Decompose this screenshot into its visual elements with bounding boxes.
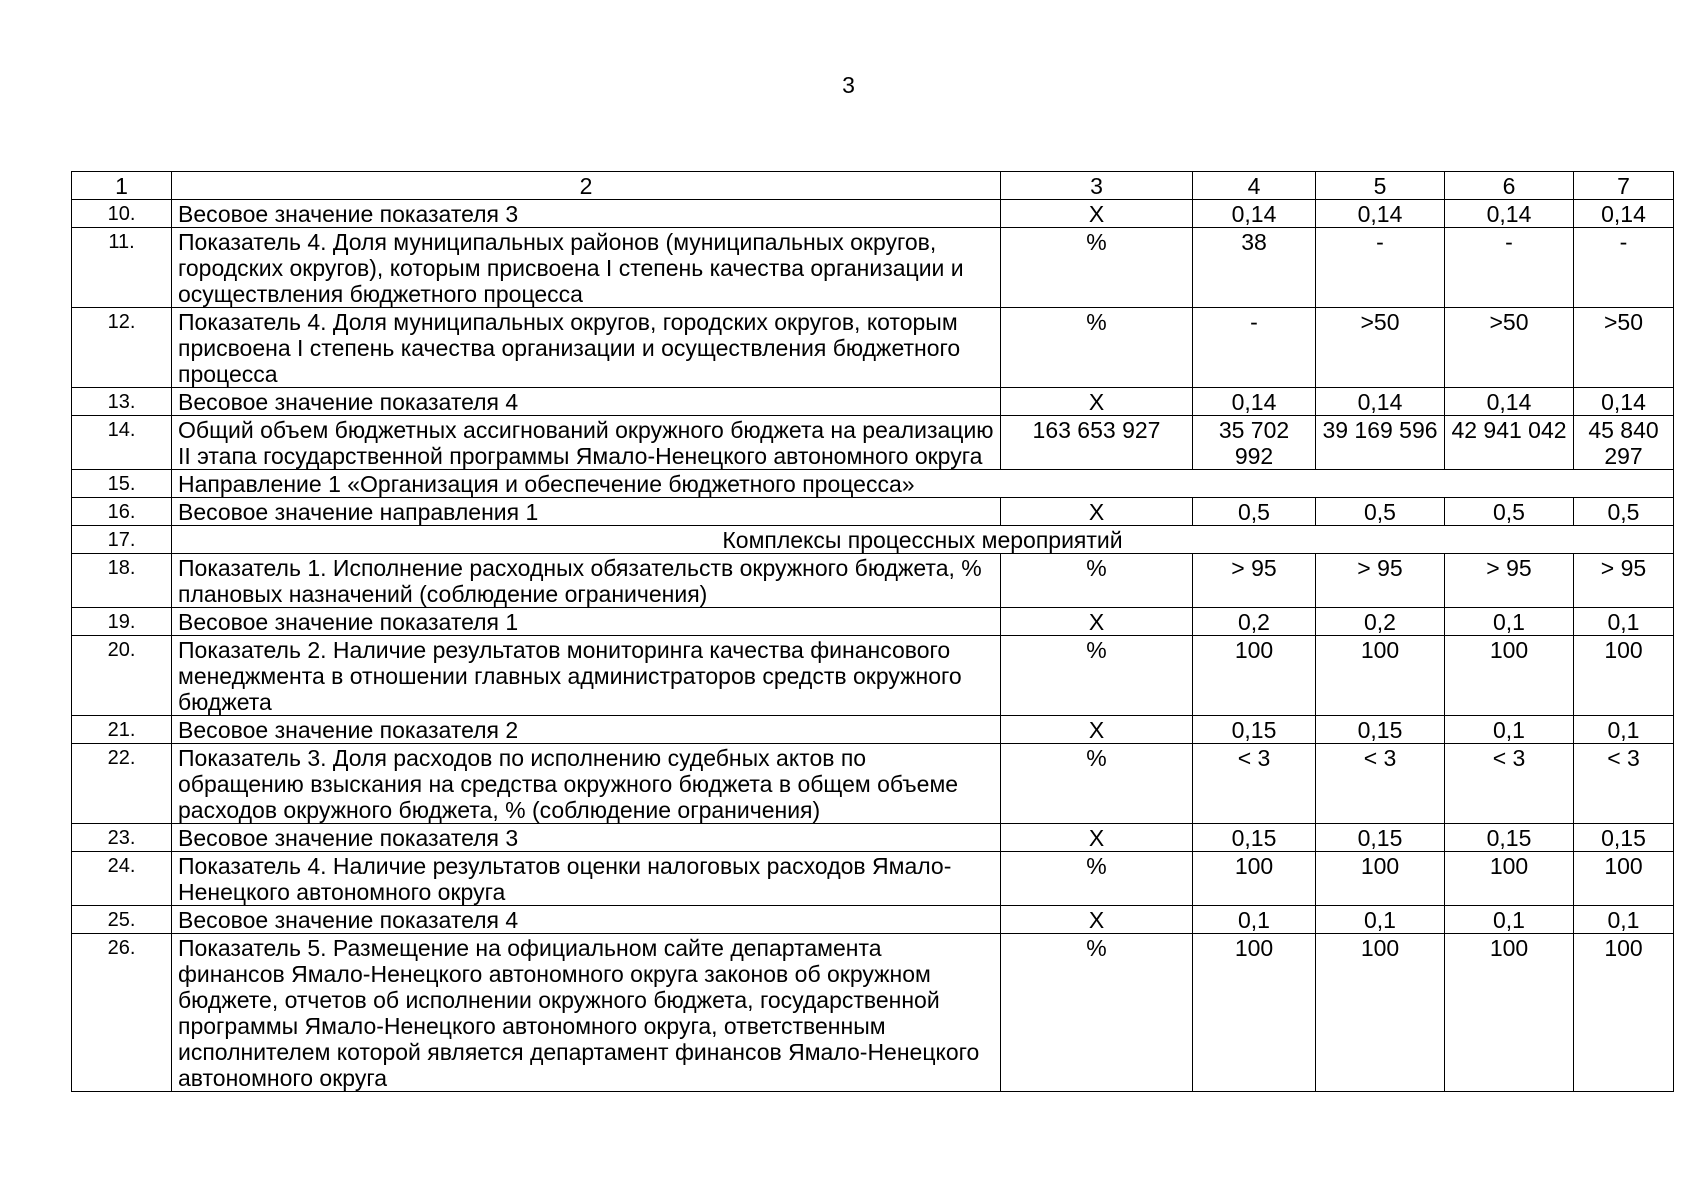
value-cell-5: < 3: [1316, 744, 1445, 824]
value-cell-4: 0,5: [1193, 498, 1316, 526]
unit-cell: X: [1001, 716, 1193, 744]
table-row: [72, 744, 1674, 824]
unit-cell: %: [1001, 852, 1193, 906]
column-header: 1: [72, 172, 172, 200]
value-cell-5: 100: [1316, 852, 1445, 906]
value-cell-4: 100: [1193, 636, 1316, 716]
value-cell-7: 0,1: [1574, 716, 1674, 744]
column-header: 4: [1193, 172, 1316, 200]
value-cell-5: 0,1: [1316, 906, 1445, 934]
value-cell-4: 35 702 992: [1193, 416, 1316, 470]
value-cell-6: 0,15: [1445, 824, 1574, 852]
indicator-name: Весовое значение показателя 1: [172, 608, 1001, 636]
table-row: [72, 636, 1674, 716]
value-cell-7: < 3: [1574, 744, 1674, 824]
table-row: [72, 228, 1674, 308]
row-number: 17.: [72, 526, 172, 554]
value-cell-7: 100: [1574, 934, 1674, 1092]
value-cell-4: 0,14: [1193, 200, 1316, 228]
row-number: 22.: [72, 744, 172, 824]
value-cell-7: 0,14: [1574, 200, 1674, 228]
table-body: [72, 172, 1674, 1092]
unit-cell: X: [1001, 388, 1193, 416]
unit-cell: %: [1001, 228, 1193, 308]
indicator-name: Весовое значение показателя 4: [172, 906, 1001, 934]
value-cell-4: 0,2: [1193, 608, 1316, 636]
value-cell-6: < 3: [1445, 744, 1574, 824]
column-header: 5: [1316, 172, 1445, 200]
unit-cell: %: [1001, 308, 1193, 388]
row-number: 14.: [72, 416, 172, 470]
value-cell-4: 0,15: [1193, 824, 1316, 852]
value-cell-7: 0,1: [1574, 608, 1674, 636]
value-cell-5: 0,14: [1316, 200, 1445, 228]
unit-cell: X: [1001, 608, 1193, 636]
value-cell-7: 100: [1574, 636, 1674, 716]
value-cell-6: 0,1: [1445, 906, 1574, 934]
value-cell-7: 0,15: [1574, 824, 1674, 852]
unit-cell: %: [1001, 636, 1193, 716]
table-row: [72, 200, 1674, 228]
value-cell-7: 45 840 297: [1574, 416, 1674, 470]
value-cell-7: 0,1: [1574, 906, 1674, 934]
value-cell-7: >50: [1574, 308, 1674, 388]
row-number: 13.: [72, 388, 172, 416]
value-cell-5: 0,14: [1316, 388, 1445, 416]
column-header: 3: [1001, 172, 1193, 200]
table-row: [72, 526, 1674, 554]
indicator-name: Показатель 1. Исполнение расходных обязательств окружного бюджета, % плановых назначений (соблюдение ограничения): [172, 554, 1001, 608]
value-cell-7: 0,5: [1574, 498, 1674, 526]
value-cell-6: 42 941 042: [1445, 416, 1574, 470]
row-number: 10.: [72, 200, 172, 228]
unit-cell: X: [1001, 200, 1193, 228]
unit-cell: X: [1001, 824, 1193, 852]
unit-cell: %: [1001, 744, 1193, 824]
unit-cell: %: [1001, 554, 1193, 608]
value-cell-5: 0,2: [1316, 608, 1445, 636]
value-cell-4: 0,14: [1193, 388, 1316, 416]
table-row: [72, 824, 1674, 852]
value-cell-4: 100: [1193, 934, 1316, 1092]
value-cell-6: 0,5: [1445, 498, 1574, 526]
table-row: [72, 608, 1674, 636]
value-cell-6: >50: [1445, 308, 1574, 388]
row-number: 18.: [72, 554, 172, 608]
row-number: 23.: [72, 824, 172, 852]
indicator-name: Весовое значение направления 1: [172, 498, 1001, 526]
column-header: 7: [1574, 172, 1674, 200]
value-cell-4: -: [1193, 308, 1316, 388]
table-row: [72, 308, 1674, 388]
row-number: 20.: [72, 636, 172, 716]
table-row: [72, 934, 1674, 1092]
row-number: 24.: [72, 852, 172, 906]
table-row: [72, 388, 1674, 416]
value-cell-6: 0,14: [1445, 200, 1574, 228]
unit-cell: 163 653 927: [1001, 416, 1193, 470]
value-cell-4: 100: [1193, 852, 1316, 906]
value-cell-5: 0,15: [1316, 716, 1445, 744]
column-header: 6: [1445, 172, 1574, 200]
row-number: 19.: [72, 608, 172, 636]
section-heading: Комплексы процессных мероприятий: [172, 526, 1674, 554]
indicator-name: Общий объем бюджетных ассигнований окружного бюджета на реализацию II этапа государственной программы Ямало-Ненецкого автономного округа: [172, 416, 1001, 470]
header-row: [72, 172, 1674, 200]
value-cell-7: > 95: [1574, 554, 1674, 608]
unit-cell: X: [1001, 906, 1193, 934]
table-row: [72, 416, 1674, 470]
page-number: 3: [842, 72, 855, 98]
row-number: 11.: [72, 228, 172, 308]
indicator-name: Весовое значение показателя 4: [172, 388, 1001, 416]
value-cell-4: < 3: [1193, 744, 1316, 824]
value-cell-5: -: [1316, 228, 1445, 308]
value-cell-6: 0,14: [1445, 388, 1574, 416]
row-number: 16.: [72, 498, 172, 526]
table-row: [72, 498, 1674, 526]
indicators-table: [71, 171, 1674, 1092]
value-cell-7: 0,14: [1574, 388, 1674, 416]
value-cell-4: > 95: [1193, 554, 1316, 608]
value-cell-6: 100: [1445, 852, 1574, 906]
value-cell-5: 0,5: [1316, 498, 1445, 526]
value-cell-5: 100: [1316, 934, 1445, 1092]
row-number: 26.: [72, 934, 172, 1092]
value-cell-5: > 95: [1316, 554, 1445, 608]
indicator-name: Показатель 2. Наличие результатов мониторинга качества финансового менеджмента в отношении главных администраторов средств окружного бюджета: [172, 636, 1001, 716]
column-header: 2: [172, 172, 1001, 200]
indicator-name: Весовое значение показателя 3: [172, 824, 1001, 852]
value-cell-6: 0,1: [1445, 608, 1574, 636]
value-cell-4: 0,1: [1193, 906, 1316, 934]
section-heading: Направление 1 «Организация и обеспечение бюджетного процесса»: [172, 470, 1674, 498]
row-number: 21.: [72, 716, 172, 744]
unit-cell: X: [1001, 498, 1193, 526]
table-row: [72, 906, 1674, 934]
row-number: 25.: [72, 906, 172, 934]
value-cell-4: 0,15: [1193, 716, 1316, 744]
indicator-name: Показатель 4. Доля муниципальных округов, городских округов, которым присвоена I степень качества организации и осуществления бюджетного процесса: [172, 308, 1001, 388]
value-cell-5: 0,15: [1316, 824, 1445, 852]
indicator-name: Показатель 4. Доля муниципальных районов (муниципальных округов, городских округов), которым присвоена I степень качества организации и осуществления бюджетного процесса: [172, 228, 1001, 308]
value-cell-6: 100: [1445, 934, 1574, 1092]
value-cell-6: -: [1445, 228, 1574, 308]
value-cell-7: -: [1574, 228, 1674, 308]
row-number: 12.: [72, 308, 172, 388]
table-row: [72, 716, 1674, 744]
table-row: [72, 852, 1674, 906]
value-cell-7: 100: [1574, 852, 1674, 906]
indicator-name: Показатель 3. Доля расходов по исполнению судебных актов по обращению взыскания на средства окружного бюджета в общем объеме расходов окружного бюджета, % (соблюдение ограничения): [172, 744, 1001, 824]
value-cell-5: 39 169 596: [1316, 416, 1445, 470]
value-cell-6: 100: [1445, 636, 1574, 716]
indicator-name: Показатель 4. Наличие результатов оценки налоговых расходов Ямало-Ненецкого автономного округа: [172, 852, 1001, 906]
indicator-name: Показатель 5. Размещение на официальном сайте департамента финансов Ямало-Ненецкого автономного округа законов об окружном бюджете, отчетов об исполнении окружного бюджета, государственной программы Ямало-Ненецкого автономного округа, ответственным исполнителем которой является департамент финансов Ямало-Ненецкого автономного округа: [172, 934, 1001, 1092]
value-cell-4: 38: [1193, 228, 1316, 308]
table-row: [72, 554, 1674, 608]
indicator-name: Весовое значение показателя 3: [172, 200, 1001, 228]
indicator-name: Весовое значение показателя 2: [172, 716, 1001, 744]
value-cell-6: 0,1: [1445, 716, 1574, 744]
table-row: [72, 470, 1674, 498]
value-cell-5: 100: [1316, 636, 1445, 716]
value-cell-6: > 95: [1445, 554, 1574, 608]
unit-cell: %: [1001, 934, 1193, 1092]
value-cell-5: >50: [1316, 308, 1445, 388]
row-number: 15.: [72, 470, 172, 498]
